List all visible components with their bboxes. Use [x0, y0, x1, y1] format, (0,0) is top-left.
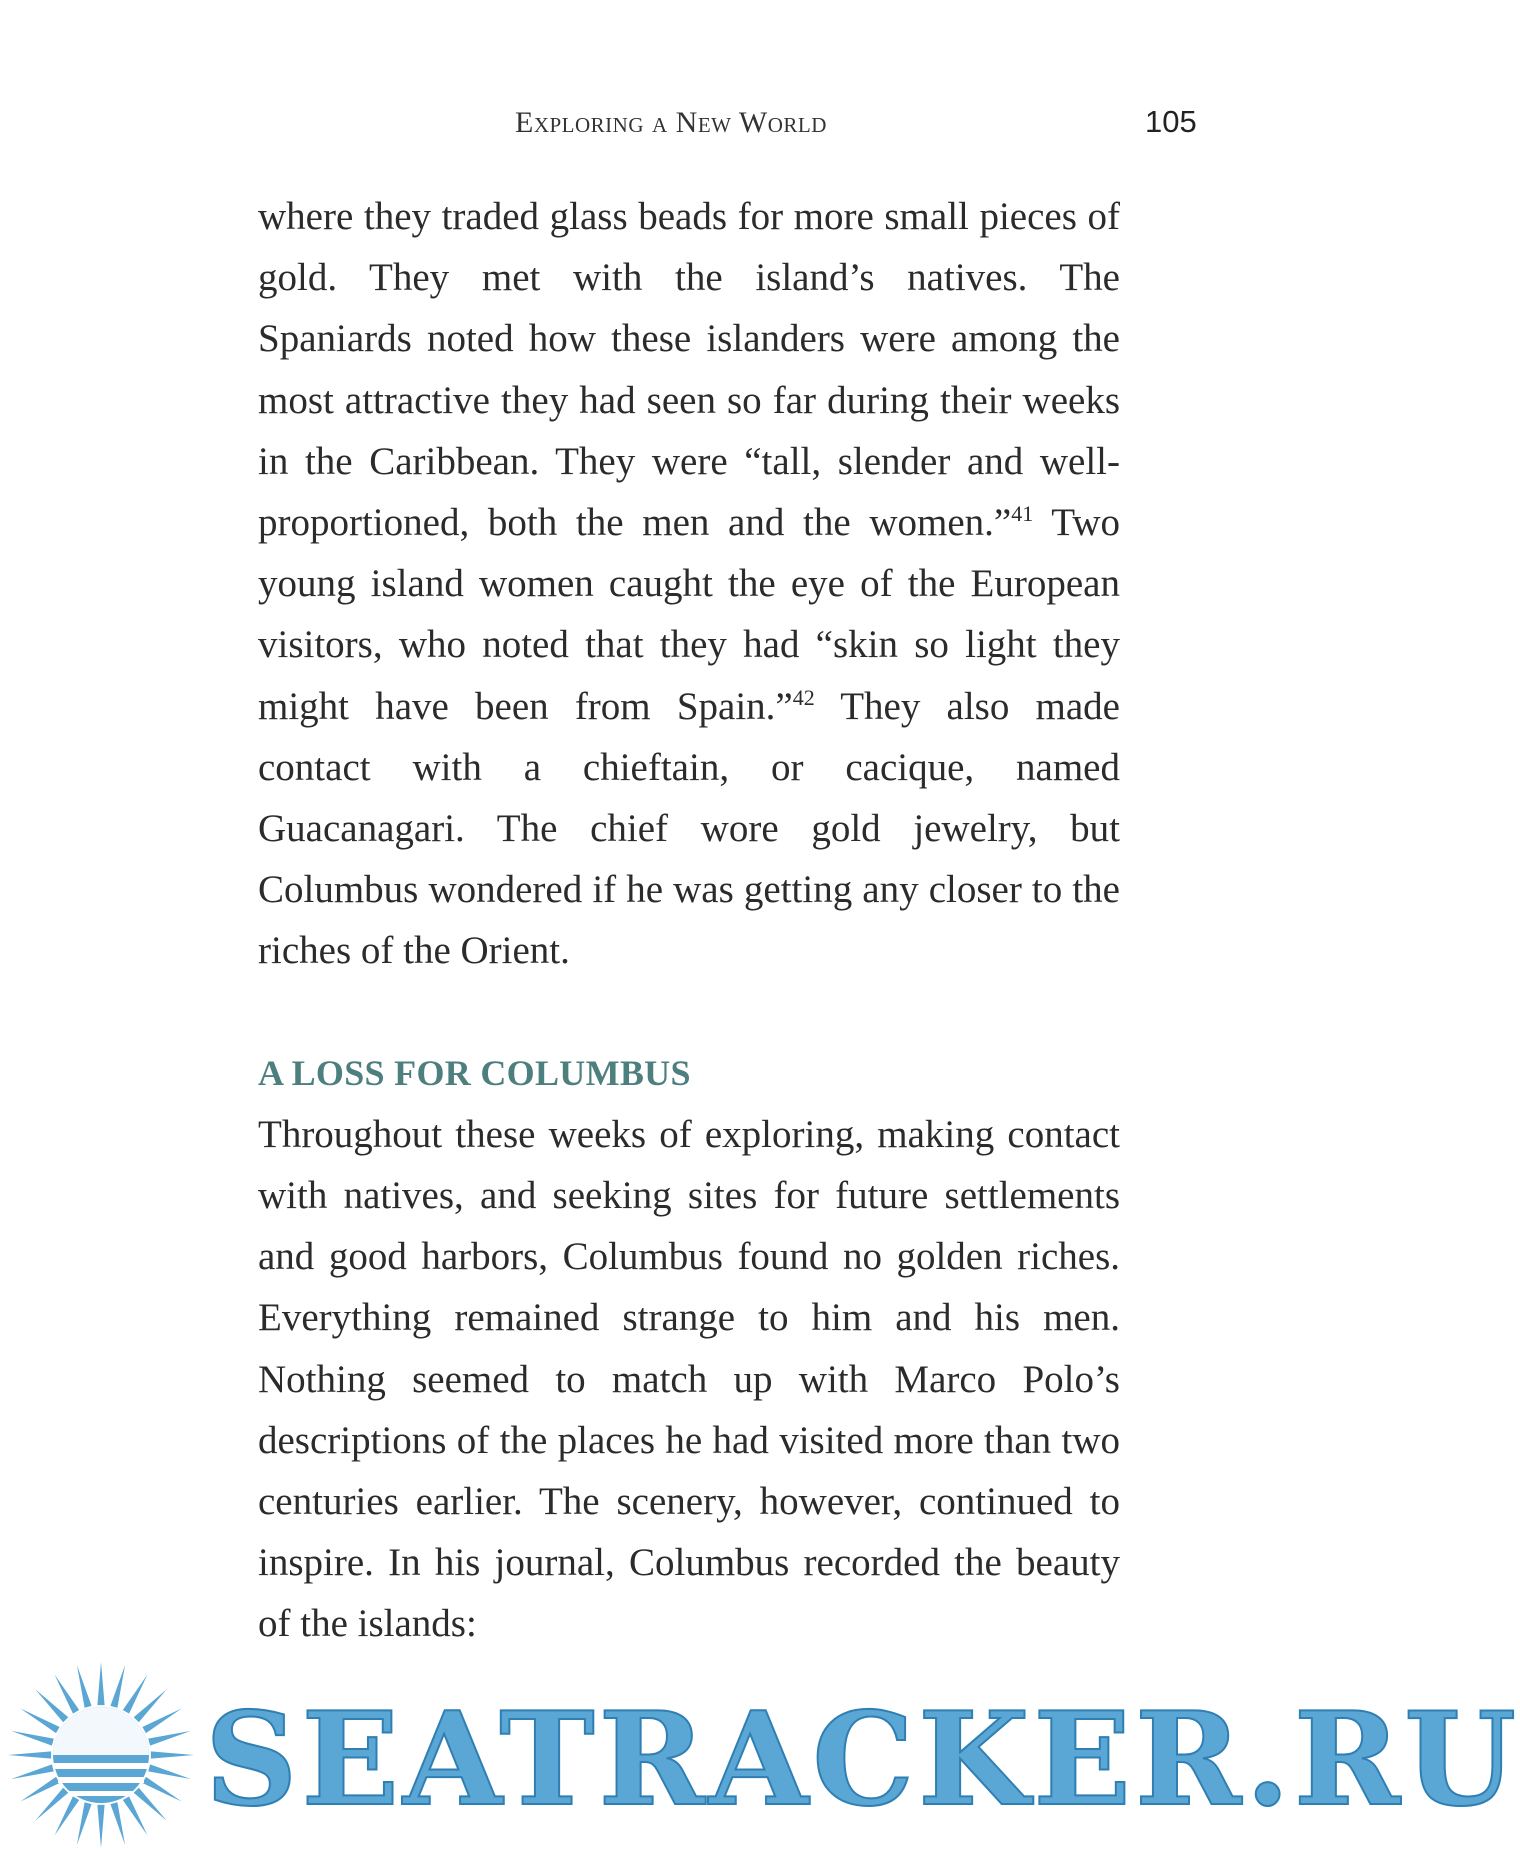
paragraph-1 — [258, 186, 1120, 982]
sun-ray — [148, 1764, 191, 1779]
sun-ray — [20, 1709, 59, 1734]
sun-ray — [151, 1751, 194, 1758]
sun-ray — [123, 1796, 148, 1835]
sun-ray — [142, 1709, 181, 1734]
sun-ray — [134, 1689, 167, 1722]
sun-ray — [11, 1731, 54, 1746]
paragraph-1-part-1: where they traded glass beads for more small pieces of gold. They met with the island’s natives. The Spaniards noted how these islanders were among the most attractive they had seen so far during their weeks in the Caribbean. They were “tall, slender and well-proportioned, both the men and the women.” — [258, 195, 1120, 545]
sun-ray — [11, 1764, 54, 1779]
sun-ray — [110, 1665, 125, 1708]
sun-ray — [35, 1788, 68, 1821]
sun-ray — [134, 1788, 167, 1821]
sun-ray — [148, 1731, 191, 1746]
sun-ray — [8, 1751, 51, 1758]
sun-ray — [142, 1777, 181, 1802]
sun-icon — [6, 1660, 196, 1850]
footnote-marker-42[interactable]: 42 — [792, 684, 815, 710]
section-heading: A LOSS FOR COLUMBUS — [258, 1052, 691, 1093]
running-head — [0, 100, 1300, 144]
sun-ray — [97, 1805, 104, 1848]
sun-ray — [55, 1796, 80, 1835]
sun-ray — [55, 1674, 80, 1713]
running-title: Exploring a New World — [515, 106, 827, 139]
sun-ray — [123, 1674, 148, 1713]
sun-ray — [77, 1665, 92, 1708]
sun-ray — [110, 1802, 125, 1845]
sun-ray — [77, 1802, 92, 1845]
paragraph-1-part-3: They also made contact with a chieftain, or cacique, named Guacanagari. The chief wore gold jewelry, but Columbus wondered if he was getting any closer to the riches of the Orient. — [258, 684, 1120, 973]
sun-ray — [97, 1662, 104, 1705]
watermark-text: SEATRACKER.RU — [205, 1685, 1520, 1835]
footnote-marker-41[interactable]: 41 — [1011, 501, 1034, 527]
body-text — [258, 186, 1120, 1655]
sun-ray — [20, 1777, 59, 1802]
page-number: 105 — [1145, 104, 1197, 139]
paragraph-2: Throughout these weeks of exploring, making contact with natives, and seeking sites for future settlements and good harbors, Columbus found no golden riches. Everything remained strange to him and his men. Nothing seemed to match up with Marco Polo’s descriptions of the places he had visited more than two centuries earlier. The scenery, however, continued to inspire. In his journal, Columbus recorded the beauty of the islands: — [258, 1112, 1120, 1646]
sun-ray — [35, 1689, 68, 1722]
paragraph-1-part-2: Two young island women caught the eye of the European visitors, who noted that they had “skin so light they might have been from Spain.” — [258, 501, 1120, 728]
watermark — [0, 1660, 1520, 1850]
